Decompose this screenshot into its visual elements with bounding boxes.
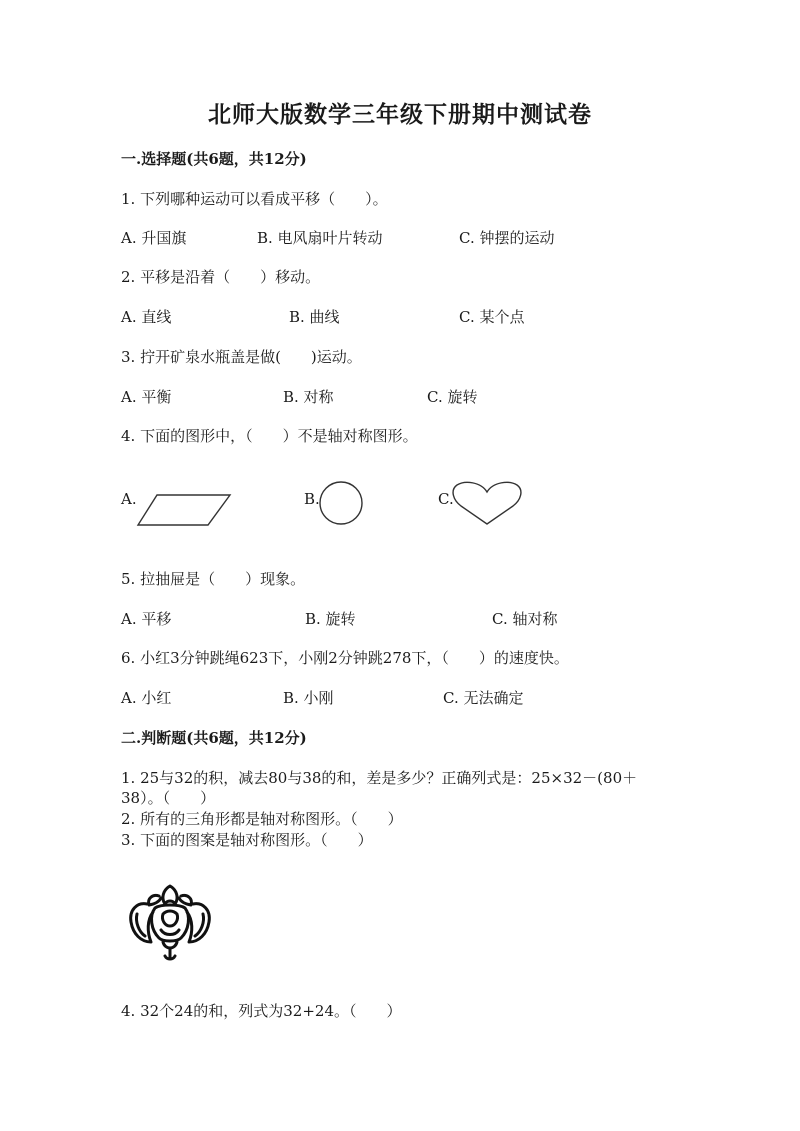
q3-option-b: B. 对称 — [283, 388, 334, 406]
judgement-1-line-2: 38）。（ ） — [121, 789, 216, 807]
judgement-1-line-1: 1. 25与32的积，减去80与38的和，差是多少？正确列式是：25×32－(80＋ — [121, 769, 638, 787]
question-2: 2. 平移是沿着（ ）移动。 — [121, 268, 321, 286]
question-4: 4. 下面的图形中，（ ）不是轴对称图形。 — [121, 427, 418, 445]
q2-option-c: C. 某个点 — [459, 308, 525, 326]
q6-option-c: C. 无法确定 — [443, 689, 524, 707]
heart-figure — [451, 480, 523, 526]
symmetric-flower-pattern-figure — [125, 880, 215, 962]
question-6: 6. 小红3分钟跳绳623下，小刚2分钟跳278下，（ ）的速度快。 — [121, 649, 569, 667]
q6-option-b: B. 小刚 — [283, 689, 334, 707]
q5-option-b: B. 旋转 — [305, 610, 356, 628]
q4-option-b: B. — [304, 490, 320, 508]
judgement-3: 3. 下面的图案是轴对称图形。（ ） — [121, 831, 373, 849]
question-1: 1. 下列哪种运动可以看成平移（ ）。 — [121, 190, 388, 208]
judgement-4: 4. 32个24的和，列式为32+24。（ ） — [121, 1002, 402, 1020]
page-title: 北师大版数学三年级下册期中测试卷 — [208, 101, 592, 128]
q5-option-a: A. 平移 — [121, 610, 172, 628]
section-heading-choice: 一.选择题(共6题，共12分) — [121, 150, 307, 168]
q5-option-c: C. 轴对称 — [492, 610, 558, 628]
q1-option-a: A. 升国旗 — [121, 229, 187, 247]
question-3: 3. 拧开矿泉水瓶盖是做( )运动。 — [121, 348, 362, 366]
q1-option-b: B. 电风扇叶片转动 — [257, 229, 383, 247]
judgement-2: 2. 所有的三角形都是轴对称图形。（ ） — [121, 810, 403, 828]
circle-figure — [318, 479, 366, 527]
q3-option-c: C. 旋转 — [427, 388, 478, 406]
q3-option-a: A. 平衡 — [121, 388, 172, 406]
section-heading-judgement: 二.判断题(共6题，共12分) — [121, 729, 307, 747]
q2-option-b: B. 曲线 — [289, 308, 340, 326]
q1-option-c: C. 钟摆的运动 — [459, 229, 555, 247]
q6-option-a: A. 小红 — [121, 689, 172, 707]
question-5: 5. 拉抽屉是（ ）现象。 — [121, 570, 306, 588]
parallelogram-figure — [135, 492, 235, 528]
q4-option-a: A. — [121, 490, 137, 508]
q2-option-a: A. 直线 — [121, 308, 172, 326]
q4-option-c: C. — [438, 490, 454, 508]
